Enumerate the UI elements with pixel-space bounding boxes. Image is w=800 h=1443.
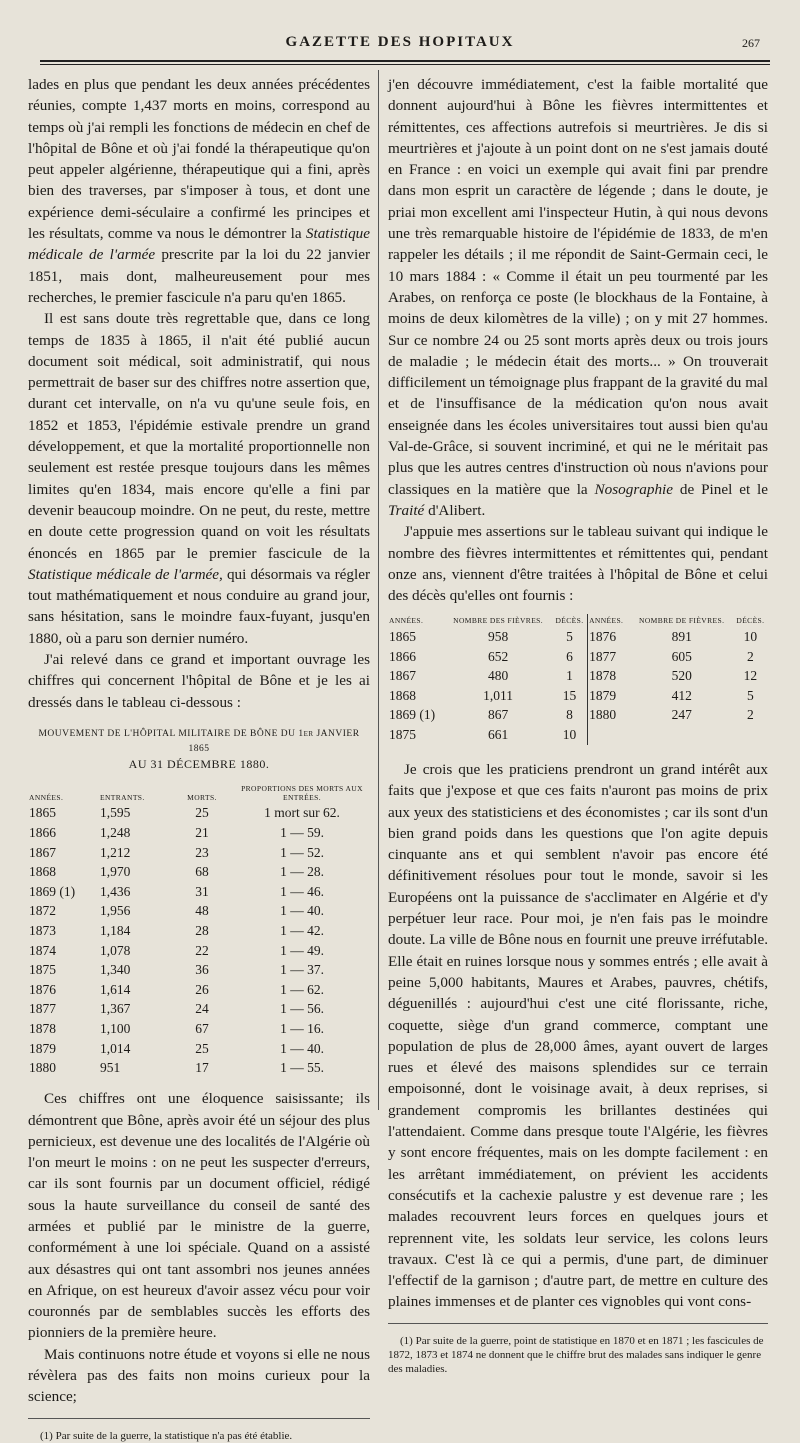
table-cell: 1878 [588, 667, 631, 687]
table-row [388, 667, 768, 687]
table-cell: 1874 [29, 942, 56, 958]
table-row [388, 706, 768, 726]
footnote: (1) Par suite de la guerre, point de statistique en 1870 et en 1871 ; les fascicules de 1872, 1873 et 1874 ne donnent que le chiffre brut des malades sans indiquer le genre des maladies. [388, 1334, 764, 1375]
table-cell: 22 [195, 942, 209, 958]
table-cell: 5 [566, 628, 573, 644]
table-cell: 605 [671, 648, 692, 664]
column-header: ANNÉES. [29, 792, 64, 802]
table-cell: 1,956 [100, 903, 131, 919]
table-cell: 26 [195, 981, 209, 997]
table-row [28, 961, 370, 981]
table-cell: 1877 [29, 1001, 56, 1017]
table-cell: 1878 [29, 1020, 56, 1036]
column-header: ENTRANTS. [100, 792, 145, 802]
running-head: GAZETTE DES HOPITAUX [285, 34, 515, 50]
table-cell: 1 — 42. [280, 922, 324, 938]
table-cell: 15 [562, 687, 577, 703]
table-cell: 1,367 [100, 1001, 131, 1017]
table-cell: 1868 [389, 687, 416, 703]
table-row [388, 725, 768, 745]
table-row [28, 1039, 370, 1059]
table-cell: 10 [562, 726, 577, 742]
table-cell: 1 — 59. [280, 825, 324, 840]
table-cell: 1867 [29, 844, 56, 860]
table-cell: 1,184 [100, 922, 131, 938]
table-cell: 5 [747, 687, 754, 703]
hospital-movement-table [28, 782, 370, 1078]
table-row [28, 902, 370, 922]
table-row [28, 863, 370, 883]
table-cell: 8 [566, 707, 573, 723]
column-header: NOMBRE DES FIÈVRES. [453, 616, 544, 626]
table-cell: 12 [743, 668, 758, 684]
table-cell: 25 [195, 805, 209, 821]
column-header: NOMBRE DE FIÈVRES. [639, 616, 725, 626]
column-header: DÉCÈS. [736, 616, 765, 626]
column-divider [378, 70, 379, 1110]
table-cell: 1 — 62. [280, 981, 324, 997]
table-cell: 2 [747, 648, 754, 664]
table-cell: 1 — 40. [280, 903, 324, 919]
table-cell: 1 — 56. [280, 1001, 324, 1017]
table-cell: 1865 [29, 805, 56, 821]
table-cell: 21 [195, 825, 209, 840]
paragraph: Ces chiffres ont une éloquence saisissante; ils démontrent que Bône, après avoir été un séjour des plus pernicieux, est devenue une des localités de l'Algérie où l'on meurt le moins : on ne peut les suspecter d'erreurs, car ils sont fournis par un document officiel, rédigé sous la haute surveillance du conseil de santé des armées et publié par le ministre de la guerre, conformément à une loi spéciale. Quand on a assisté aux désastres qui ont tant assombri nos jeunes années en Afrique, on est heureux d'avoir assez vécu pour voir couronnés par de semblables succès les efforts des pionniers de la première heure. [28, 1090, 370, 1342]
table-cell: 1876 [29, 981, 56, 997]
table-cell: 1 — 37. [280, 962, 324, 978]
table-cell: 661 [487, 726, 509, 742]
table-row [388, 647, 768, 667]
header-rule [40, 60, 770, 62]
paragraph: J'appuie mes assertions sur le tableau suivant qui indique le nombre des fièvres intermittentes et rémittentes qui, pendant onze ans, viennent d'être traitées à l'hôpital de Bône et celui des décès qu'elles ont fournis : [388, 523, 768, 605]
table-row [28, 1000, 370, 1020]
table-cell: 480 [487, 668, 509, 684]
paragraph: Mais continuons notre étude et voyons si elle ne nous révèlera pas des faits non moins curieux pour la science; [28, 1345, 370, 1406]
table-cell: 23 [195, 844, 209, 860]
table-row [28, 1059, 370, 1079]
table-cell: 2 [747, 707, 754, 723]
table-cell: 1 — 40. [280, 1040, 324, 1056]
table-cell: 1,011 [483, 687, 514, 703]
footnote: (1) Par suite de la guerre, la statistique n'a pas été établie. [40, 1429, 293, 1442]
table-cell [588, 725, 631, 745]
table-cell: 1 — 16. [280, 1020, 324, 1036]
column-header: DÉCÈS. [555, 616, 584, 626]
table-cell: 1873 [29, 922, 56, 938]
table-cell: 1,436 [100, 883, 131, 899]
table-cell: 1880 [588, 706, 631, 726]
table-cell: 1,340 [100, 962, 131, 978]
column-header: MORTS. [187, 792, 217, 802]
table-row [28, 882, 370, 902]
page-number: 267 [742, 36, 760, 50]
table-cell: 1,970 [100, 864, 131, 880]
table-row [388, 627, 768, 647]
table-cell: 958 [487, 628, 509, 644]
table-cell: 951 [100, 1060, 121, 1076]
table-cell: 1867 [389, 668, 416, 684]
table-cell: 1880 [29, 1060, 56, 1076]
column-header: ANNÉES. [389, 616, 424, 626]
table-cell: 6 [566, 648, 573, 664]
table-cell: 67 [195, 1020, 209, 1036]
table-cell: 36 [195, 962, 209, 978]
table-cell: 1877 [588, 647, 631, 667]
paragraph: Je crois que les praticiens prendront un grand intérêt aux faits que j'expose et que ces faits n'auront pas moins de prix aux yeux des statisticiens et des économistes ; car ils sont d'un bien grand poids dans les questions que l'on agite depuis cinquante ans et qui semblent n'avoir pas encore été définitivement résolues pour tout le monde, savoir si les Européens ont la puissance de s'acclimater en Algérie et d'y perpétuer leur race. Pour moi, je n'en fais pas le moindre doute. La ville de Bône nous en fournit une preuve irréfutable. Elle était en ruines lorsque nous y sommes entrés ; elle avait à peine 5,000 habitants, Maures et Arabes, pauvres, chétifs, déguenillés : aujourd'hui c'est une cité florissante, riche, coquette, siège d'un grand commerce, comptant une population de plus de 28,000 âmes, ayant ouvert de larges rues et élevé des maisons splendides sur ce terrain empoisonné, dont le voisinage avait, à deux reprises, si grandement compromis les brillantes destinées qui l'attendaient. Comme dans presque toute l'Algérie, les fièvres y sont encore fréquentes, mais on les dompte facilement : en les arrêtant immédiatement, on prévient les accidents consécutifs et la cachexie palustre y est devenue rare ; les malades recouvrent leurs forces en quelques jours et reprennent vite, les soldats leur service, les colons leurs travaux. C'est là ce qui a permis, d'une part, de diminuer l'effectif de la garnison ; d'autre part, de mettre en culture des plaines immenses et de planter ces vignobles qui vont cons- [388, 760, 768, 1311]
table-cell: 1 — 28. [280, 864, 324, 880]
table-cell: 867 [487, 707, 509, 723]
table-row [28, 921, 370, 941]
table-cell: 68 [195, 864, 209, 880]
table-cell: 1,212 [100, 844, 131, 860]
footnote-rule [28, 1418, 370, 1419]
table-cell: 1876 [588, 627, 631, 647]
table-row [28, 1019, 370, 1039]
fevers-table [388, 614, 768, 745]
table-cell: 1868 [29, 864, 56, 880]
table-cell: 1865 [389, 628, 416, 644]
table-cell: 1,078 [100, 942, 131, 958]
table-row [28, 843, 370, 863]
table-cell: 891 [671, 628, 692, 644]
table-caption: MOUVEMENT DE L'HÔPITAL MILITAIRE DE BÔNE DU 1er JANVIER 1865 AU 31 DÉCEMBRE 1880. [38, 728, 360, 771]
table-row [388, 686, 768, 706]
table-cell: 1,595 [100, 805, 131, 821]
table-cell: 1,248 [100, 825, 131, 840]
table-cell [733, 725, 768, 745]
table-cell [631, 725, 733, 745]
table-cell: 48 [195, 903, 209, 919]
paragraph: lades en plus que pendant les deux années précédentes réunies, compte 1,437 morts en moins, correspond au temps où j'ai rempli les fonctions de médecin en chef de l'hôpital de Bône et où j'ai fondé la thérapeutique qu'on peut appeler algérienne, thérapeutique qui a fini, après bien des traverses, par s'imposer à tous, et dont une expérience demi-séculaire a confirmé les principes et les résultats, comme va nous le démontrer la Statistique médicale de l'armée prescrite par la loi du 22 janvier 1851, mais dont, malheureusement pour mes recherches, le premier fascicule n'a paru qu'en 1865. [28, 76, 371, 306]
table-row [28, 980, 370, 1000]
table-cell: 1875 [389, 726, 416, 742]
left-column [28, 74, 370, 1443]
table-cell: 28 [195, 922, 209, 938]
table-row [28, 804, 370, 824]
table-cell: 1,014 [100, 1040, 131, 1056]
column-header: PROPORTIONS DES MORTS AUX ENTRÉES. [241, 783, 363, 802]
table-cell: 17 [195, 1060, 209, 1076]
table-cell: 412 [671, 687, 692, 703]
column-header: ANNÉES. [588, 614, 631, 627]
table-cell: 25 [195, 1040, 209, 1056]
table-cell: 24 [195, 1001, 209, 1017]
footnote-rule [388, 1323, 768, 1324]
table-cell: 31 [195, 883, 209, 899]
table-cell: 1872 [29, 903, 56, 919]
table-cell: 1,100 [100, 1020, 131, 1036]
table-cell: 1 — 55. [280, 1060, 324, 1076]
table-cell: 1 mort sur 62. [264, 805, 340, 821]
table-cell: 1866 [29, 825, 56, 840]
table-cell: 10 [743, 628, 758, 644]
table-cell: 520 [671, 668, 692, 684]
paragraph: j'en découvre immédiatement, c'est la faible mortalité que donnent aujourd'hui à Bône les fièvres intermittentes et rémittentes, ces affections autrefois si meurtrières. Je dis si meurtrières et j'ajoute à un point dont on ne s'est jamais douté en France : en voici un exemple qui avait fini par prendre dans mon esprit un caractère de légende ; dans le doute, je priai mon excellent ami l'inspecteur Hutin, à qui nous devons une très remarquable histoire de l'épidémie de 1833, de m'en rappeler les détails ; il me répondit de Saint-Germain ceci, le 10 mars 1884 : « Comme il était un peu tourmenté par les Arabes, on renforça ce poste (le blockhaus de la Fontaine, à moins de deux kilomètres de la ville) ; on y mit 27 hommes. Sur ce nombre 24 ou 25 sont morts après deux ou trois jours de maladie ; le médecin était des morts... » On trouverait difficilement un témoignage plus frappant de la gravité du mal et de l'insuffisance de la médication qu'on nous avait enseignée dans les écoles universitaires tout aussi bien qu'au Val-de-Grâce, si souvent incriminé, et qui ne le méritait pas plus que les autres centres d'instruction où nous n'avions pour classiques en la matière que la Nosographie de Pinel et le Traité d'Alibert. [388, 76, 768, 519]
table-cell: 1879 [588, 686, 631, 706]
table-cell: 1866 [389, 648, 416, 664]
table-cell: 1869 (1) [29, 883, 76, 899]
header-rule-thin [40, 64, 770, 65]
table-row [28, 941, 370, 961]
table-cell: 1 — 52. [280, 844, 324, 860]
table-cell: 1 — 49. [280, 942, 324, 958]
table-row [28, 824, 370, 844]
table-cell: 247 [671, 707, 692, 723]
right-column [388, 74, 768, 1376]
paragraph: Il est sans doute très regrettable que, dans ce long temps de 1835 à 1865, il n'ait été publié aucun document soit médical, soit administratif, qui nous permettrait de baser sur des chiffres notre assertion que, durant cet intervalle, on n'a vu qu'une seule fois, en 1852 et 1853, l'épidémie estivale prendre un grand développement, et que la mortalité proportionnelle non seulement est restée presque toujours dans les mêmes limites qu'en 1834, mais encore qu'elle a fini par devenir beaucoup moindre. On ne peut, du reste, mettre en doute cette progression quand on voit les résultats énoncés en 1865 par le premier fascicule de la Statistique médicale de l'armée, qui désormais va régler tout mathématiquement et nous conduire au grand jour, sans hésitation, sans le moindre faux-fuyant, jusqu'en 1880, où a paru son dernier numéro. [28, 310, 370, 647]
table-cell: 1 [566, 668, 573, 684]
table-cell: 1869 (1) [389, 707, 436, 723]
table-cell: 1879 [29, 1040, 56, 1056]
table-cell: 1,614 [100, 981, 131, 997]
table-cell: 1 — 46. [280, 883, 324, 899]
table-cell: 652 [487, 648, 509, 664]
table-cell: 1875 [29, 962, 56, 978]
paragraph: J'ai relevé dans ce grand et important ouvrage les chiffres qui concernent l'hôpital de Bône et je les ai dressés dans le tableau ci-dessous : [28, 651, 370, 711]
